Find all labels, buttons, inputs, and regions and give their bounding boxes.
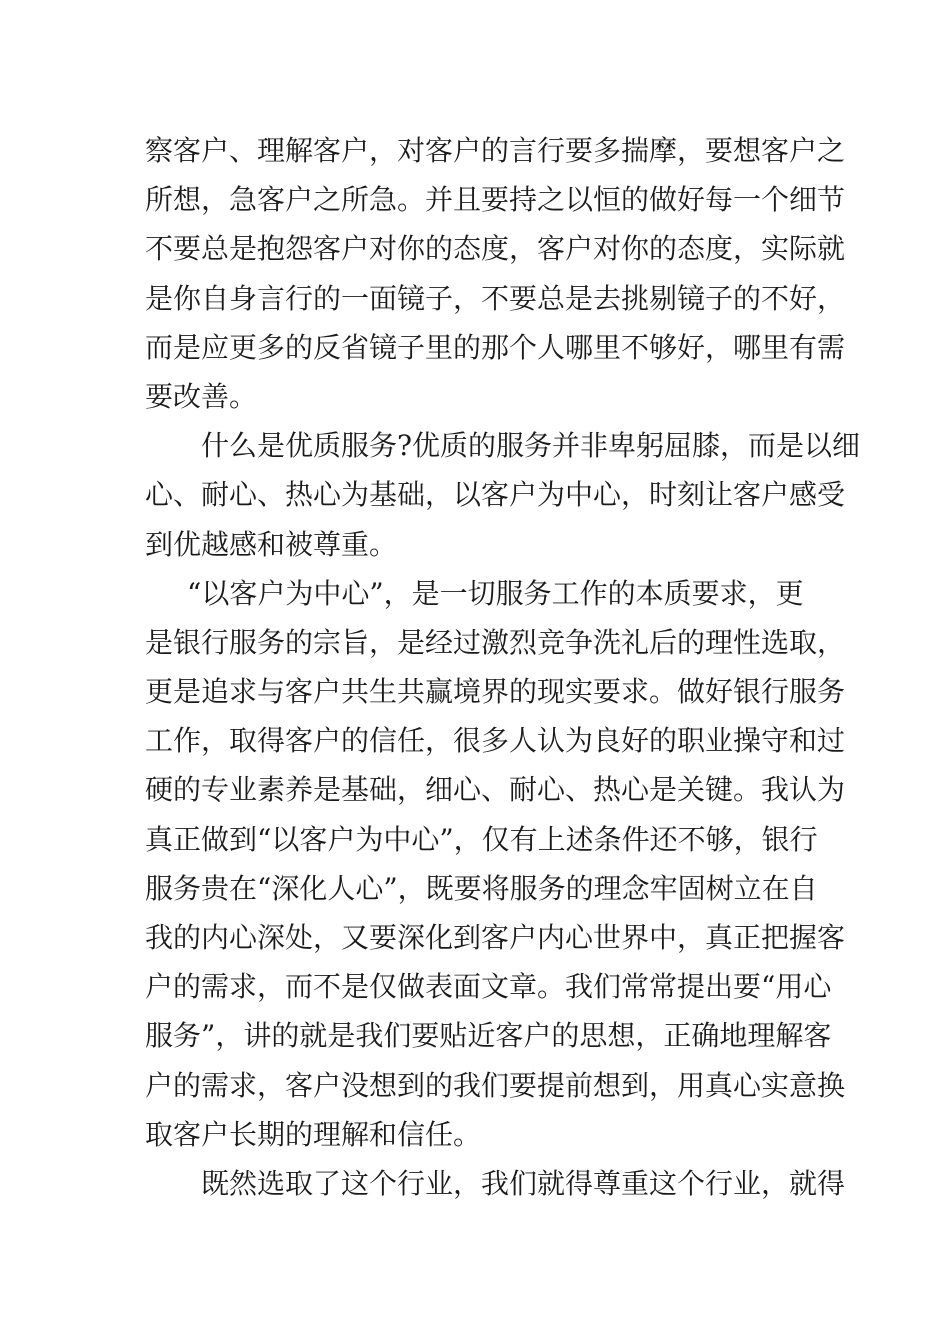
- text-line: 取客户长期的理解和信任。: [145, 1117, 482, 1151]
- paragraph-first-line: 既然选取了这个行业，我们就得尊重这个行业，就得: [201, 1166, 846, 1200]
- text-line: 更是追求与客户共生共赢境界的现实要求。做好银行服务: [145, 675, 846, 709]
- text-line: 户的需求，客户没想到的我们要提前想到，用真心实意换: [145, 1068, 846, 1102]
- text-line: 不要总是抱怨客户对你的态度，客户对你的态度，实际就: [145, 232, 846, 266]
- text-line: 所想，急客户之所急。并且要持之以恒的做好每一个细节: [145, 183, 846, 217]
- text-line: 心、耐心、热心为基础，以客户为中心，时刻让客户感受: [145, 478, 846, 512]
- text-line: 而是应更多的反省镜子里的那个人哪里不够好，哪里有需: [145, 330, 846, 364]
- text-line: 真正做到“以客户为中心”，仅有上述条件还不够，银行: [145, 822, 818, 856]
- text-line: 服务贵在“深化人心”，既要将服务的理念牢固树立在自: [145, 871, 818, 905]
- text-line: 是银行服务的宗旨，是经过激烈竞争洗礼后的理性选取，: [145, 625, 846, 659]
- text-line: 是你自身言行的一面镜子，不要总是去挑剔镜子的不好，: [145, 281, 846, 315]
- text-line: 我的内心深处，又要深化到客户内心世界中，真正把握客: [145, 921, 846, 954]
- text-line: 要改善。: [145, 379, 258, 413]
- text-line: 察客户、理解客户，对客户的言行要多揣摩，要想客户之: [145, 134, 846, 167]
- paragraph-first-line: 什么是优质服务?优质的服务并非卑躬屈膝，而是以细: [201, 429, 861, 463]
- text-line: 工作，取得客户的信任，很多人认为良好的职业操守和过: [145, 724, 846, 758]
- paragraph-first-line: “以客户为中心”，是一切服务工作的本质要求，更: [187, 576, 804, 610]
- body-text: [145, 126, 861, 1208]
- text-line: 到优越感和被尊重。: [145, 527, 398, 561]
- text-line: 硬的专业素养是基础，细心、耐心、热心是关键。我认为: [145, 773, 846, 807]
- text-line: 服务”，讲的就是我们要贴近客户的思想，正确地理解客: [145, 1019, 832, 1053]
- text-line: 户的需求，而不是仅做表面文章。我们常常提出要“用心: [145, 970, 832, 1004]
